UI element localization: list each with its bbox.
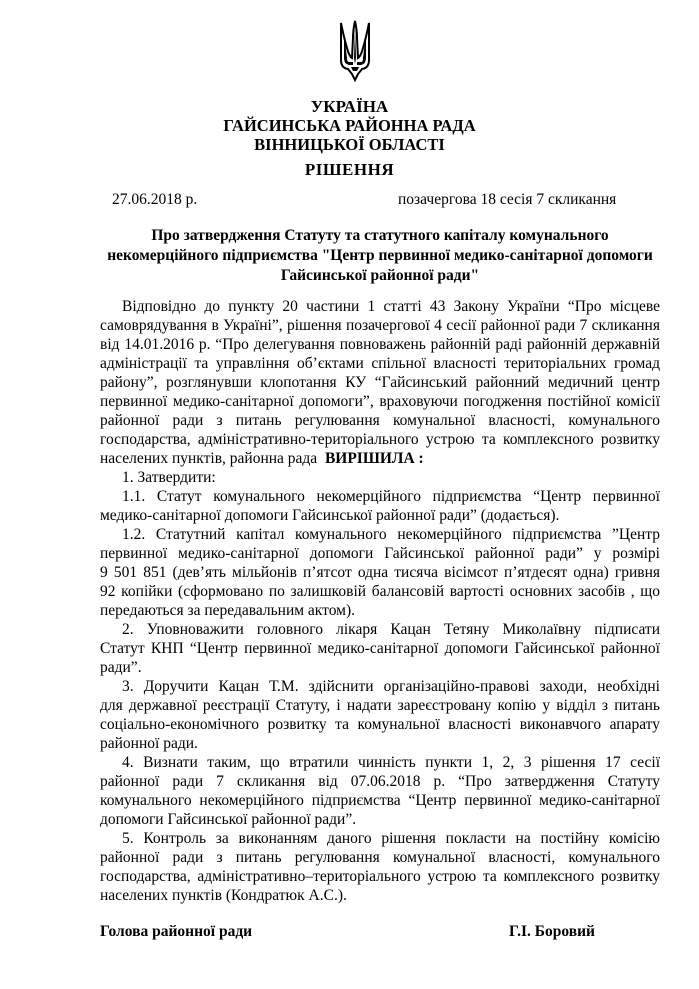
- signature-name: Г.І. Боровий: [509, 923, 595, 940]
- text-line: передаються за передавальним актом).: [100, 602, 355, 619]
- text-line: первинної медико-санітарної допомоги Гайсинської районної ради” у розмірі: [100, 545, 660, 562]
- decision-date: 27.06.2018 р.: [112, 191, 198, 208]
- text-line: Статут КНП “Центр первинної медико-санітарної допомоги Гайсинської районної: [100, 640, 660, 657]
- preamble-paragraph: [100, 297, 660, 468]
- text-line: господарства, адміністративно-територіального устрою та комплексного розвитку: [100, 431, 660, 448]
- text-line: [100, 449, 660, 468]
- signature-position: Голова районної ради: [100, 923, 253, 940]
- item-5: [100, 829, 660, 905]
- text-line: 4. Визнати таким, що втратили чинність пункти 1, 2, 3 рішення 17 сесії: [122, 754, 660, 771]
- text-line: 1.1. Статут комунального некомерційного підприємства “Центр первинної: [122, 488, 660, 505]
- region-heading: ВІННИЦЬКОЇ ОБЛАСТІ: [254, 135, 445, 154]
- text-line: районної ради з питань регулювання комунальної власності, комунального: [100, 849, 660, 866]
- trident-emblem-icon: [339, 18, 371, 84]
- text-line: медико-санітарної допомоги Гайсинської районної ради” (додається).: [100, 507, 560, 524]
- text-line: 92 копійки (сформовано по залишковій балансовій вартості основних засобів , що: [100, 583, 660, 600]
- item-1: 1. Затвердити:: [122, 469, 216, 486]
- title-line: Гайсинської районної ради": [280, 267, 480, 284]
- decision-heading: РІШЕННЯ: [304, 160, 395, 179]
- text-line: первинної медико-санітарної допомоги”, враховуючи погодження постійної комісії: [100, 393, 660, 410]
- item-3: [100, 677, 660, 753]
- text-line: господарства, адміністративно–територіального устрою та комплексного розвитку: [100, 868, 660, 885]
- text-line: адміністрації та управління об’єктами спільної власності територіальних громад: [100, 355, 660, 372]
- item-2: [100, 620, 660, 677]
- text-line: самоврядування в Україні”, рішення позачергової 4 сесії районної ради 7 скликання: [100, 317, 660, 334]
- document-body: [100, 297, 660, 905]
- text-line: районної ради.: [100, 735, 198, 752]
- text-line: для державної реєстрації Статуту, і надати зареєстровану копію у відділ з питань: [100, 697, 660, 714]
- session-info: позачергова 18 сесія 7 скликання: [398, 191, 617, 208]
- item-1-2: [100, 525, 660, 620]
- document-title: [100, 226, 660, 286]
- text-line: району”, розглянувши клопотання КУ “Гайсинський районний медичний центр: [100, 374, 660, 391]
- text-line: 2. Уповноважити головного лікаря Кацан Тетяну Миколаївну підписати: [122, 621, 660, 638]
- text-line: Відповідно до пункту 20 частини 1 статті 43 Закону України “Про місцеве: [122, 298, 660, 315]
- decided-word: ВИРІШИЛА :: [324, 450, 424, 467]
- text-line: 5. Контроль за виконанням даного рішення покласти на постійну комісію: [122, 830, 660, 847]
- text-line: від 14.01.2016 р. “Про делегування повноважень районній раді районній державній: [100, 336, 660, 353]
- council-heading: ГАЙСИНСЬКА РАЙОННА РАДА: [223, 116, 476, 135]
- preamble-last-line: населених пунктів, районна рада: [100, 450, 318, 467]
- title-line: некомерційного підприємства "Центр первинної медико-санітарної допомоги: [107, 247, 653, 264]
- text-line: 3. Доручити Кацан Т.М. здійснити організаційно-правові заходи, необхідні: [122, 678, 660, 695]
- title-line: Про затвердження Статуту та статутного капіталу комунального: [151, 227, 609, 244]
- text-line: 9 501 851 (дев’ять мільйонів п’ятсот одна тисяча вісімсот п’ятдесят одна) гривня: [100, 564, 660, 581]
- item-4: [100, 753, 660, 829]
- item-1-1: [100, 487, 660, 525]
- text-line: комунального некомерційного підприємства “Центр первинної медико-санітарної: [100, 792, 660, 809]
- text-line: соціально-економічного розвитку та комунальної власності виконавчого апарату: [100, 716, 660, 733]
- text-line: населених пунктів (Кондратюк А.С.).: [100, 887, 347, 904]
- text-line: районної ради 7 скликання від 07.06.2018 р. “Про затвердження Статуту: [100, 773, 660, 790]
- text-line: районної ради з питань регулювання комунальної власності, комунального: [100, 412, 660, 429]
- text-line: 1.2. Статутний капітал комунального некомерційного підприємства ”Центр: [122, 526, 660, 543]
- country-heading: УКРАЇНА: [310, 97, 389, 116]
- text-line: допомоги Гайсинської районної ради”.: [100, 811, 357, 828]
- text-line: ради”.: [100, 659, 142, 676]
